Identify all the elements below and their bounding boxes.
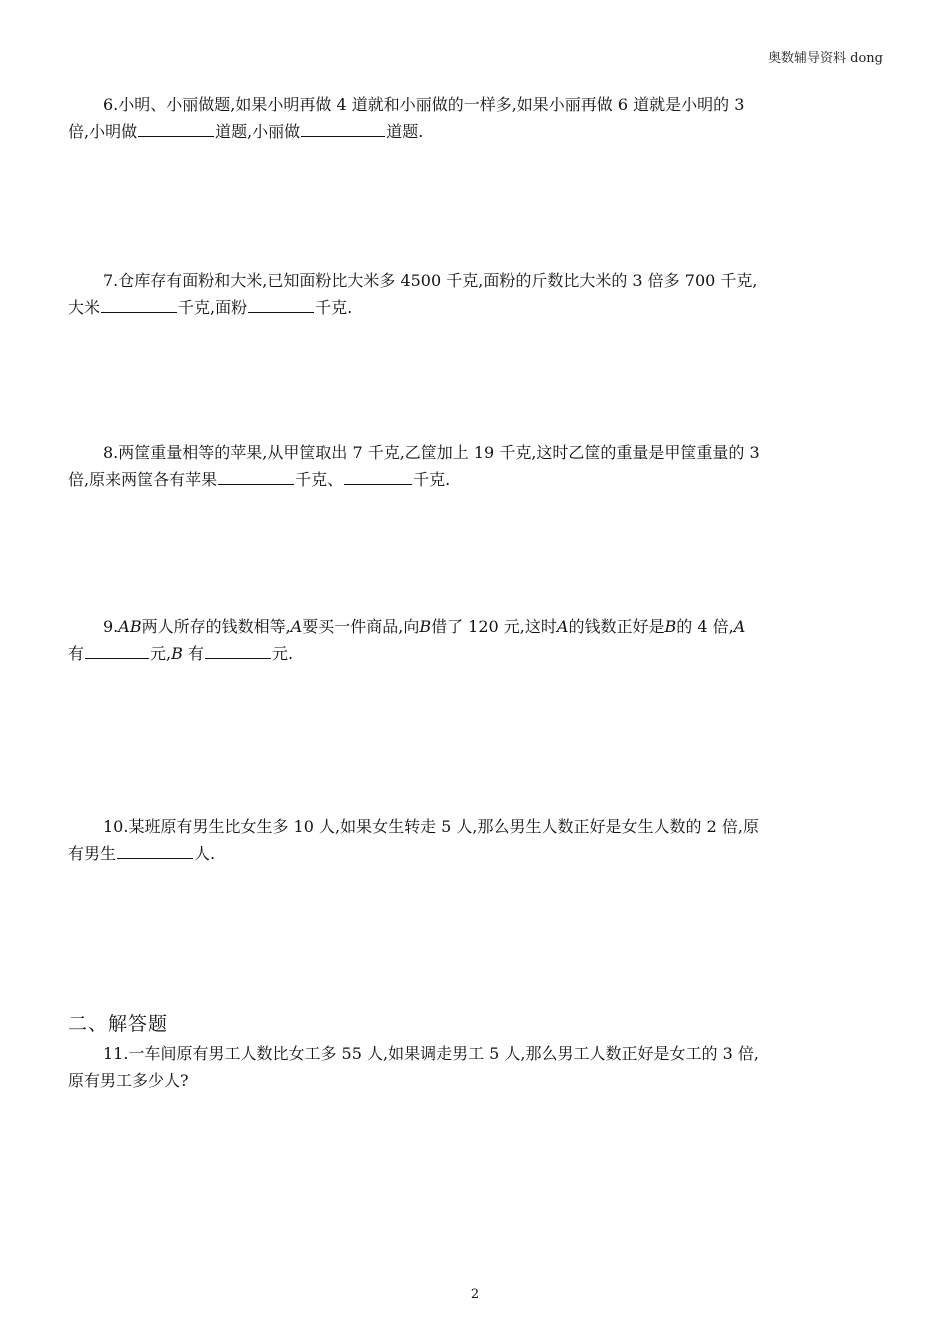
problem-9-line-1: 9.AB两人所存的钱数相等,A要买一件商品,向B借了 120 元,这时A的钱数正好是B的 4 倍,A [103,617,746,636]
problem-11-line-1: 11.一车间原有男工人数比女工多 55 人,如果调走男工 5 人,那么男工人数正好是女工的 3 倍, [103,1044,759,1063]
problem-11 [68,1040,883,1094]
answer-blank[interactable] [85,640,149,659]
page-number: 2 [470,1287,480,1302]
problem-7-line-1: 7.仓库存有面粉和大米,已知面粉比大米多 4500 千克,面粉的斤数比大米的 3 倍多 700 千克, [103,271,758,290]
problem-6 [68,91,883,145]
answer-blank[interactable] [117,840,193,859]
answer-blank[interactable] [301,118,385,137]
problem-6-line-1: 6.小明、小丽做题,如果小明再做 4 道就和小丽做的一样多,如果小丽再做 6 道就是小明的 3 [103,95,745,114]
answer-blank[interactable] [218,466,294,485]
answer-blank[interactable] [101,294,177,313]
problem-7 [68,267,883,321]
problem-8-line-1: 8.两筐重量相等的苹果,从甲筐取出 7 千克,乙筐加上 19 千克,这时乙筐的重量是甲筐重量的 3 [103,443,760,462]
answer-blank[interactable] [205,640,271,659]
problem-10 [68,813,883,867]
problem-9 [68,613,883,667]
page-header: 奥数辅导资料 dong [768,51,883,66]
problem-7-line-2: 大米 千克,面粉 千克. [68,294,883,321]
section-title: 二、解答题 [68,1013,169,1035]
answer-blank[interactable] [138,118,214,137]
answer-blank[interactable] [344,466,412,485]
problem-8 [68,439,883,493]
answer-blank[interactable] [248,294,314,313]
problem-10-line-1: 10.某班原有男生比女生多 10 人,如果女生转走 5 人,那么男生人数正好是女生人数的 2 倍,原 [103,817,759,836]
problem-10-line-2: 有男生 人. [68,840,883,867]
problem-8-line-2: 倍,原来两筐各有苹果 千克、 千克. [68,466,883,493]
problem-6-line-2: 倍,小明做 道题,小丽做 道题. [68,118,883,145]
problem-9-line-2: 有 元,B 有 元. [68,640,883,667]
problem-11-line-2: 原有男工多少人? [68,1071,189,1090]
